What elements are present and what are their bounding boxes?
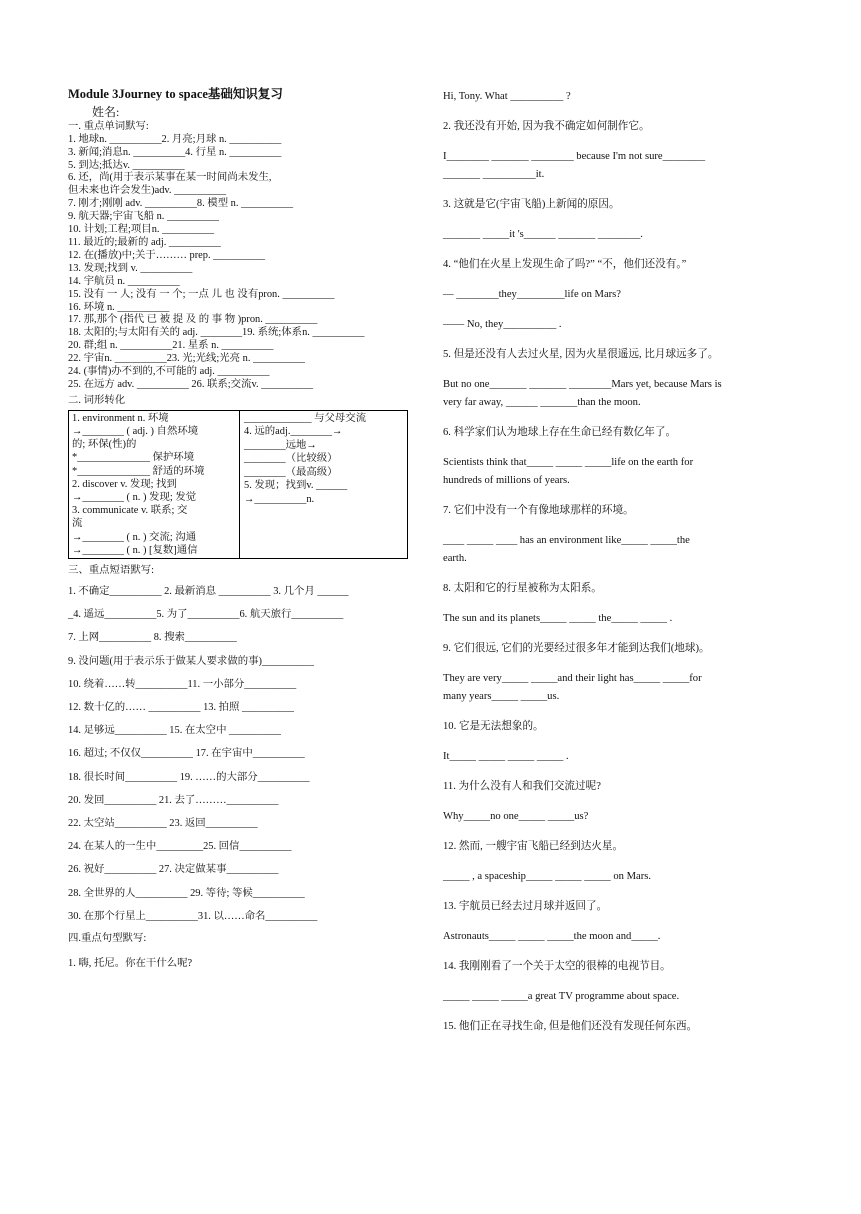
sentence-prompt: 5. 但是还没有人去过火星, 因为火星很遥远, 比月球远多了。 [443, 349, 719, 360]
word-form-line: 5. 发现；找到v. ______ [244, 480, 348, 492]
vocab-item: 22. 宇宙n. __________23. 光;光线;光亮 n. __________ [68, 353, 305, 365]
answer-line-continued: many years_____ _____us. [443, 691, 560, 702]
vocab-item: 18. 太阳的;与太阳有关的 adj. ________19. 系统;体系n. __________ [68, 327, 365, 339]
word-form-line: →__________n. [244, 493, 315, 505]
word-forms-table [68, 410, 408, 559]
word-form-line: →________ ( n. ) 交流; 沟通 [72, 531, 197, 543]
answer-line: Astronauts_____ _____ _____the moon and_____. [443, 931, 661, 942]
section-3-heading: 三、重点短语默写: [68, 564, 155, 576]
word-form-line: ________远地→ [244, 439, 317, 451]
phrase-item: 9. 没问题(用于表示乐于做某人要求做的事)__________ [68, 655, 314, 667]
answer-line: — ________they_________life on Mars? [443, 289, 622, 300]
word-form-line: 1. environment n. 环境 [72, 412, 169, 424]
phrase-item: 22. 太空站__________ 23. 返回__________ [68, 817, 258, 829]
answer-line: Hi, Tony. What __________ ? [443, 91, 571, 102]
vocab-item: 25. 在远方 adv. __________ 26. 联系;交流v. __________ [68, 378, 314, 390]
section-2-heading: 二. 词形转化 [68, 394, 126, 406]
phrase-item: 26. 祝好__________ 27. 决定做某事__________ [68, 864, 279, 876]
sentence-prompt: 7. 它们中没有一个有像地球那样的环境。 [443, 505, 634, 516]
sentence-1-prompt: 1. 嗨, 托尼。你在干什么呢? [68, 957, 193, 969]
phrase-item: 28. 全世界的人__________ 29. 等待; 等候__________ [68, 887, 305, 899]
phrase-item: 30. 在那个行星上__________31. 以……命名__________ [68, 910, 318, 922]
phrase-item: 7. 上网__________ 8. 搜索__________ [68, 632, 237, 644]
vocab-item: 但未来也许会发生)adv. __________ [68, 185, 227, 197]
phrase-item: 1. 不确定__________ 2. 最新消息 __________ 3. 几个月 ______ [68, 585, 349, 597]
answer-line: _____ , a spaceship_____ _____ _____ on Mars. [443, 871, 652, 882]
vocab-item: 1. 地球n. __________2. 月亮;月球 n. __________ [68, 133, 282, 145]
word-form-line: 4. 远的adj.________→ [244, 426, 343, 438]
vocab-item: 10. 计划;工程;项目n. __________ [68, 224, 215, 236]
word-form-line: *______________ 保护环境 [72, 452, 195, 464]
word-form-line: 的; 环保(性)的 [72, 439, 137, 451]
answer-line: Scientists think that_____ _____ _____life on the earth for [443, 457, 694, 468]
left-column [68, 88, 418, 971]
sentence-prompt: 15. 他们正在寻找生命, 但是他们还没有发现任何东西。 [443, 1021, 698, 1032]
vocab-item: 7. 刚才;刚刚 adv. __________8. 模型 n. __________ [68, 198, 294, 210]
sentence-prompt: 12. 然而, 一艘宇宙飞船已经到达火星。 [443, 841, 624, 852]
answer-line: —— No, they__________ . [443, 319, 562, 330]
sentence-prompt: 6. 科学家们认为地球上存在生命已经有数亿年了。 [443, 427, 677, 438]
vocab-item: 24. (事情)办不到的,不可能的 adj. __________ [68, 366, 270, 378]
section-1-heading: 一. 重点单词默写: [68, 120, 149, 132]
sentence-prompt: 2. 我还没有开始, 因为我不确定如何制作它。 [443, 121, 650, 132]
vocab-item: 13. 发现;找到 v. __________ [68, 262, 193, 274]
vocab-item: 3. 新闻;消息n. __________4. 行星 n. __________ [68, 146, 282, 158]
vocab-item: 6. 还，尚(用于表示某事在某一时间尚未发生, [68, 172, 272, 184]
phrase-item: 20. 发回__________ 21. 去了………__________ [68, 794, 279, 806]
word-form-line: 3. communicate v. 联系; 交 [72, 505, 188, 517]
worksheet-title: Module 3Journey to space基础知识复习 [68, 87, 283, 101]
sentence-prompt: 4. “他们在火星上发现生命了吗?” “不，他们还没有。” [443, 259, 687, 270]
vocab-item: 11. 最近的;最新的 adj. __________ [68, 236, 221, 248]
word-form-line: _____________ 与父母交流 [244, 412, 367, 424]
answer-line: I________ _______ ________ because I'm not sure________ [443, 151, 706, 162]
name-field-label: 姓名: [92, 104, 120, 119]
sentence-prompt: 14. 我刚刚看了一个关于太空的很棒的电视节目。 [443, 961, 671, 972]
phrase-item: 10. 绕着……转__________11. 一小部分__________ [68, 678, 297, 690]
sentence-prompt: 11. 为什么没有人和我们交流过呢? [443, 781, 601, 792]
answer-line: _____ _____ _____a great TV programme about space. [443, 991, 680, 1002]
vocab-item: 20. 群;组 n. __________21. 星系 n. __________ [68, 340, 274, 352]
vocab-list [68, 134, 418, 392]
answer-line: They are very_____ _____and their light has_____ _____for [443, 673, 702, 684]
phrase-item: 24. 在某人的一生中_________25. 回信__________ [68, 841, 292, 853]
answer-line: Why_____no one_____ _____us? [443, 811, 589, 822]
word-form-line: 流 [72, 518, 83, 530]
word-form-line: 2. discover v. 发现; 找到 [72, 478, 177, 490]
answer-line-continued: earth. [443, 553, 467, 564]
answer-line-continued: _______ __________it. [443, 169, 545, 180]
answer-line: The sun and its planets_____ _____ the_____ _____ . [443, 613, 673, 624]
section-4-heading: 四.重点句型默写: [68, 932, 147, 944]
word-form-line: *______________ 舒适的环境 [72, 465, 205, 477]
answer-line: It_____ _____ _____ _____ . [443, 751, 569, 762]
vocab-item: 12. 在(播放)中;关于……… prep. __________ [68, 249, 266, 261]
word-form-line: →________ ( n. ) 发现; 发觉 [72, 491, 197, 503]
word-form-line: →________ ( adj. ) 自然环境 [72, 425, 199, 437]
phrase-item: 16. 超过; 不仅仅__________ 17. 在宇宙中__________ [68, 748, 305, 760]
phrase-item: _4. 遥远__________5. 为了__________6. 航天旅行__________ [68, 609, 344, 621]
phrase-item: 12. 数十亿的…… __________ 13. 拍照 __________ [68, 701, 294, 713]
sentence-prompt: 13. 宇航员已经去过月球并返回了。 [443, 901, 608, 912]
vocab-item: 17. 那,那个 (指代 已 被 提 及 的 事 物 )pron. __________ [68, 314, 318, 326]
answer-line: But no one_______ _______ ________Mars yet, because Mars is [443, 379, 722, 390]
phrase-list [68, 580, 418, 928]
sentence-prompt: 3. 这就是它(宇宙飞船)上新闻的原因。 [443, 199, 620, 210]
word-forms-left-cell [69, 411, 240, 558]
word-form-line: ________（比较级） [244, 453, 338, 465]
answer-line: ____ _____ ____ has an environment like_____ _____the [443, 535, 690, 546]
sentence-prompt: 9. 它们很远, 它们的光要经过很多年才能到达我们(地球)。 [443, 643, 710, 654]
phrase-item: 18. 很长时间__________ 19. ……的大部分__________ [68, 771, 310, 783]
word-forms-right-cell [240, 411, 407, 558]
vocab-item: 5. 到达;抵达v. __________ [68, 159, 185, 171]
answer-line-continued: hundreds of millions of years. [443, 475, 570, 486]
vocab-item: 15. 没有 一 人; 没有 一 个; 一点 儿 也 没有pron. __________ [68, 288, 335, 300]
vocab-item: 9. 航天器;宇宙飞船 n. __________ [68, 211, 219, 223]
vocab-item: 16. 环境 n. __________ [68, 301, 170, 313]
sentence-prompt: 10. 它是无法想象的。 [443, 721, 544, 732]
word-form-line: →________ ( n. ) [复数]通信 [72, 544, 198, 556]
phrase-item: 14. 足够远__________ 15. 在太空中 __________ [68, 725, 282, 737]
word-form-line: ________（最高级） [244, 466, 338, 478]
answer-line-continued: very far away, ______ _______than the moon. [443, 397, 641, 408]
answer-line: _______ _____it 's______ _______ ________. [443, 229, 643, 240]
vocab-item: 14. 宇航员 n. __________ [68, 275, 180, 287]
sentence-prompt: 8. 太阳和它的行星被称为太阳系。 [443, 583, 602, 594]
right-column [443, 88, 793, 1036]
